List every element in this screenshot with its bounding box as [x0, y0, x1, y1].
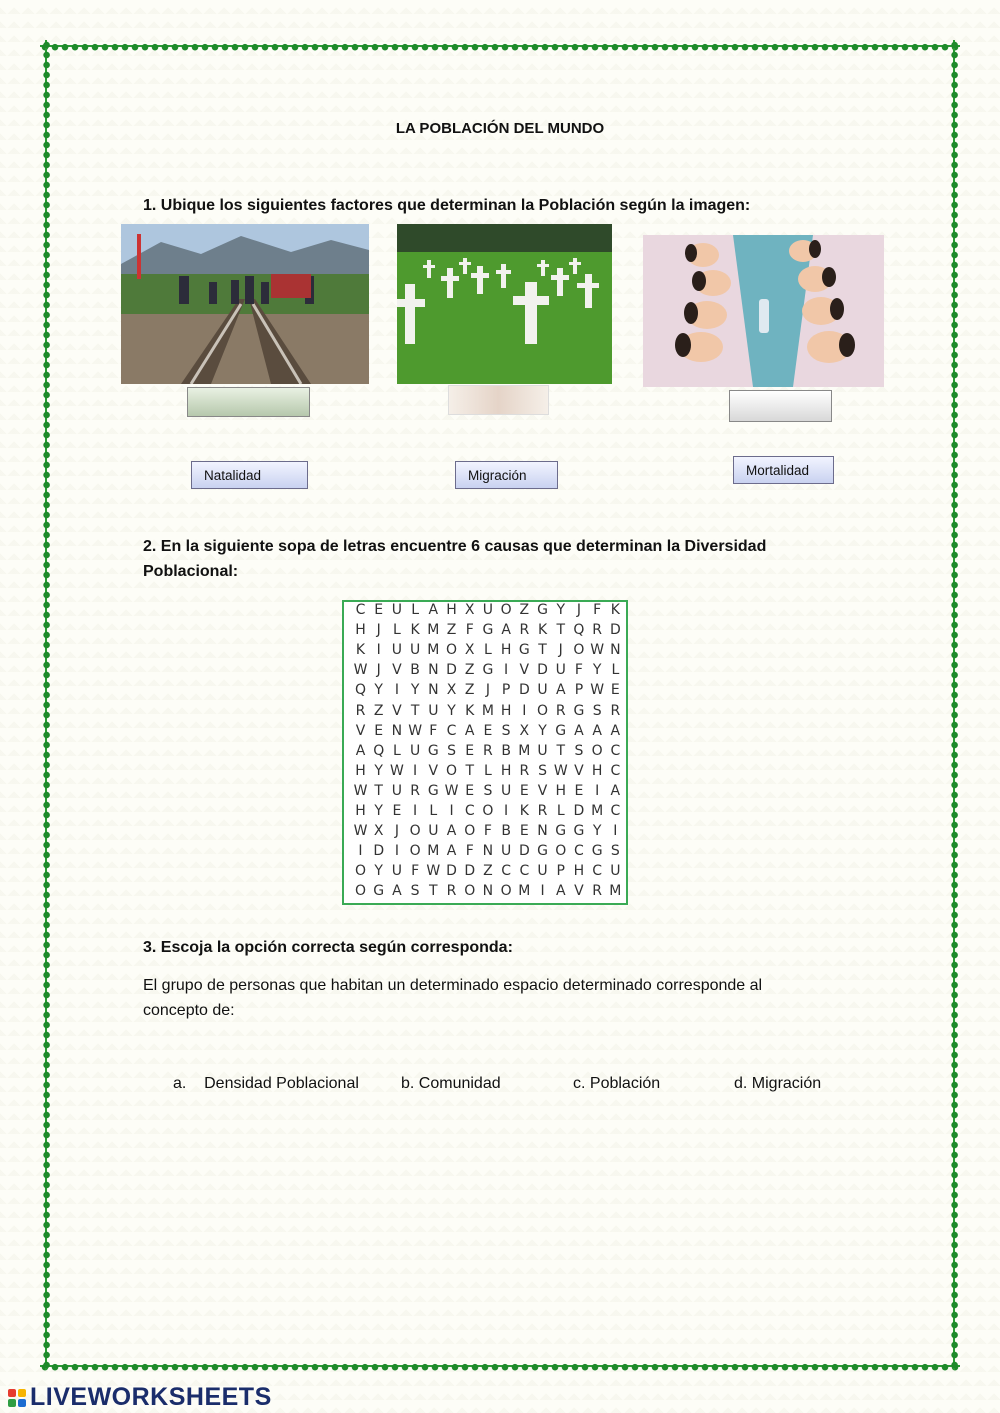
grid-letter[interactable]: H — [573, 863, 585, 880]
grid-row — [352, 763, 624, 783]
grid-letter[interactable]: O — [573, 642, 585, 659]
grid-letter[interactable]: K — [410, 622, 420, 639]
grid-letter[interactable]: V — [428, 762, 439, 779]
grid-letter[interactable]: T — [410, 702, 420, 719]
grid-letter[interactable]: A — [446, 843, 457, 860]
grid-letter[interactable]: H — [500, 762, 512, 779]
grid-letter[interactable]: C — [610, 803, 621, 819]
grid-letter[interactable]: S — [574, 742, 584, 759]
grid-letter[interactable]: V — [355, 722, 366, 739]
grid-letter[interactable]: F — [429, 722, 438, 739]
grid-letter[interactable]: N — [610, 642, 621, 659]
grid-letter[interactable]: L — [411, 602, 420, 618]
grid-letter[interactable]: G — [537, 843, 548, 860]
grid-letter[interactable]: K — [355, 642, 366, 659]
grid-letter[interactable]: O — [446, 642, 458, 659]
answer-box-2[interactable] — [448, 385, 549, 415]
grid-letter[interactable]: U — [482, 602, 494, 618]
grid-letter[interactable]: Q — [373, 742, 385, 759]
grid-letter[interactable]: H — [500, 702, 512, 719]
grid-letter[interactable]: G — [591, 843, 603, 860]
grid-letter[interactable]: E — [465, 782, 475, 799]
choice-d[interactable]: d. Migración — [734, 1075, 822, 1092]
grid-letter[interactable]: N — [537, 823, 548, 840]
newborn-babies-image — [643, 235, 884, 387]
grid-letter[interactable]: N — [428, 662, 439, 679]
grid-letter[interactable]: A — [574, 722, 584, 739]
grid-letter[interactable]: V — [574, 762, 584, 779]
grid-letter[interactable]: A — [555, 682, 566, 699]
question-2-line-2: Poblacional: — [143, 563, 239, 580]
grid-letter[interactable]: L — [393, 622, 401, 639]
page-title: LA POBLACIÓN DEL MUNDO — [395, 120, 605, 137]
grid-letter[interactable]: R — [592, 883, 602, 900]
grid-letter[interactable]: R — [537, 803, 548, 819]
grid-letter[interactable]: H — [500, 642, 512, 659]
logo-text: LIVEWORKSHEETS — [30, 1383, 272, 1411]
grid-letter[interactable]: O — [464, 883, 476, 900]
grid-letter[interactable]: T — [556, 622, 566, 639]
grid-letter[interactable]: G — [573, 702, 585, 719]
migrants-railway-image — [121, 224, 369, 384]
grid-letter[interactable]: I — [449, 803, 454, 819]
grid-letter[interactable]: O — [482, 803, 494, 819]
grid-letter[interactable]: H — [555, 782, 566, 799]
question-3-text-line-1: El grupo de personas que habitan un determinado espacio determinado corresponde al — [143, 977, 763, 994]
grid-letter[interactable]: W — [353, 823, 368, 840]
grid-letter[interactable]: L — [429, 803, 438, 819]
answer-box-3[interactable] — [729, 390, 832, 422]
grid-letter[interactable]: L — [556, 803, 565, 819]
grid-letter[interactable]: M — [481, 702, 494, 719]
grid-letter[interactable]: S — [538, 762, 547, 779]
grid-letter[interactable]: E — [574, 782, 584, 799]
grid-letter[interactable]: G — [537, 602, 548, 618]
grid-letter[interactable]: D — [573, 803, 585, 819]
grid-letter[interactable]: R — [519, 762, 530, 779]
grid-row — [352, 743, 624, 763]
grid-letter[interactable]: E — [392, 803, 402, 819]
grid-letter[interactable]: A — [446, 823, 457, 840]
cemetery-crosses-image — [397, 224, 612, 384]
grid-letter[interactable]: W — [389, 762, 404, 779]
grid-letter[interactable]: I — [413, 803, 418, 819]
grid-letter[interactable]: C — [519, 863, 530, 880]
grid-letter[interactable]: J — [558, 642, 563, 659]
grid-letter[interactable]: Q — [573, 622, 585, 639]
border-top — [40, 40, 960, 52]
grid-letter[interactable]: C — [446, 722, 457, 739]
grid-letter[interactable]: G — [555, 823, 567, 840]
grid-letter[interactable]: H — [591, 762, 603, 779]
grid-letter[interactable]: F — [483, 823, 492, 840]
grid-letter[interactable]: R — [410, 782, 420, 799]
grid-letter[interactable]: U — [391, 642, 403, 659]
grid-letter[interactable]: Y — [374, 863, 383, 880]
grid-letter[interactable]: P — [556, 863, 565, 880]
grid-letter[interactable]: Y — [538, 722, 547, 739]
grid-letter[interactable]: Y — [556, 602, 566, 618]
border-right — [948, 40, 960, 1370]
grid-letter[interactable]: M — [427, 642, 440, 659]
grid-letter[interactable]: N — [482, 843, 494, 860]
grid-letter[interactable]: E — [465, 742, 475, 759]
logo-icon — [8, 1389, 26, 1407]
grid-letter[interactable]: C — [501, 863, 512, 880]
grid-letter[interactable]: I — [504, 662, 509, 679]
grid-letter[interactable]: M — [518, 742, 531, 759]
grid-letter[interactable]: G — [555, 722, 567, 739]
grid-letter[interactable]: K — [519, 803, 529, 819]
grid-letter[interactable]: G — [573, 823, 585, 840]
grid-letter[interactable]: O — [537, 702, 549, 719]
grid-letter[interactable]: S — [501, 722, 511, 739]
grid-letter[interactable]: H — [355, 762, 366, 779]
grid-letter[interactable]: N — [428, 682, 439, 699]
grid-letter[interactable]: G — [518, 642, 530, 659]
grid-letter[interactable]: B — [501, 823, 511, 840]
grid-row — [352, 883, 624, 903]
choice-b[interactable]: b. Comunidad — [401, 1075, 501, 1092]
grid-letter[interactable]: E — [519, 782, 529, 799]
grid-letter[interactable]: E — [483, 722, 493, 739]
grid-letter[interactable]: F — [465, 622, 474, 639]
grid-letter[interactable]: C — [574, 843, 584, 860]
grid-letter[interactable]: P — [501, 682, 511, 699]
grid-row — [352, 863, 624, 883]
grid-row — [352, 622, 624, 642]
grid-letter[interactable]: A — [428, 602, 439, 618]
grid-letter[interactable]: U — [537, 742, 548, 759]
grid-letter[interactable]: W — [590, 682, 605, 699]
grid-letter[interactable]: R — [446, 883, 457, 900]
grid-letter[interactable]: O — [555, 843, 567, 860]
grid-letter[interactable]: Z — [446, 622, 457, 639]
grid-letter[interactable]: O — [354, 883, 367, 900]
grid-letter[interactable]: T — [374, 782, 383, 799]
grid-letter[interactable]: H — [446, 602, 457, 618]
grid-letter[interactable]: S — [610, 843, 620, 860]
grid-letter[interactable]: G — [427, 742, 439, 759]
grid-letter[interactable]: P — [574, 682, 584, 699]
grid-row — [352, 783, 624, 803]
grid-letter[interactable]: J — [576, 602, 581, 618]
grid-letter[interactable]: I — [358, 843, 363, 860]
grid-letter[interactable]: R — [519, 622, 530, 639]
grid-letter[interactable]: U — [537, 682, 548, 699]
grid-letter[interactable]: M — [427, 622, 440, 639]
grid-letter[interactable]: O — [500, 883, 512, 900]
grid-letter[interactable]: X — [519, 722, 530, 739]
liveworksheets-logo — [8, 1383, 272, 1412]
grid-letter[interactable]: G — [482, 622, 494, 639]
grid-letter[interactable]: R — [592, 622, 602, 639]
grid-letter[interactable]: H — [355, 622, 366, 639]
grid-letter[interactable]: C — [610, 762, 621, 779]
grid-letter[interactable]: V — [392, 662, 402, 679]
grid-letter[interactable]: I — [376, 642, 381, 659]
choice-c[interactable]: c. Población — [573, 1075, 661, 1092]
grid-letter[interactable]: L — [484, 642, 492, 659]
grid-letter[interactable]: Y — [374, 682, 383, 699]
grid-letter[interactable]: L — [611, 662, 620, 679]
choice-a[interactable]: a. Densidad Poblacional — [173, 1075, 359, 1092]
border-bottom — [40, 1360, 960, 1372]
grid-letter[interactable]: A — [592, 722, 602, 739]
grid-letter[interactable]: Z — [483, 863, 493, 880]
grid-letter[interactable]: W — [408, 722, 423, 739]
grid-letter[interactable]: W — [353, 782, 368, 799]
grid-letter[interactable]: Y — [592, 823, 602, 840]
grid-row — [352, 723, 624, 743]
grid-letter[interactable]: U — [391, 782, 403, 799]
grid-letter[interactable]: U — [409, 642, 421, 659]
grid-letter[interactable]: I — [595, 782, 600, 799]
grid-letter[interactable]: Z — [464, 682, 475, 699]
grid-letter[interactable]: N — [482, 883, 494, 900]
grid-letter[interactable]: O — [354, 863, 367, 880]
grid-letter[interactable]: D — [518, 682, 530, 699]
grid-letter[interactable]: D — [446, 863, 457, 880]
answer-box-1[interactable] — [187, 387, 310, 417]
grid-letter[interactable]: N — [391, 722, 403, 739]
grid-letter[interactable]: Y — [592, 662, 602, 679]
grid-letter[interactable]: V — [519, 662, 530, 679]
grid-letter[interactable]: Q — [354, 682, 367, 699]
grid-letter[interactable]: C — [610, 742, 621, 759]
grid-letter[interactable]: J — [376, 662, 381, 679]
grid-letter[interactable]: K — [537, 622, 548, 639]
grid-letter[interactable]: W — [590, 642, 605, 659]
grid-letter[interactable]: R — [610, 702, 621, 719]
grid-letter[interactable]: R — [355, 702, 366, 719]
grid-letter[interactable]: V — [537, 782, 548, 799]
grid-letter[interactable]: X — [464, 602, 475, 618]
grid-letter[interactable]: T — [429, 883, 438, 900]
grid-letter[interactable]: O — [464, 823, 476, 840]
grid-letter[interactable]: E — [374, 722, 384, 739]
question-2-line-1: 2. En la siguiente sopa de letras encuentre 6 causas que determinan la Diversidad — [143, 538, 767, 555]
grid-letter[interactable]: V — [392, 702, 402, 719]
grid-letter[interactable]: D — [518, 843, 530, 860]
grid-row — [352, 843, 624, 863]
grid-letter[interactable]: W — [553, 762, 568, 779]
border-left — [40, 40, 52, 1370]
grid-letter[interactable]: J — [376, 622, 381, 639]
grid-letter[interactable]: R — [555, 702, 566, 719]
grid-letter[interactable]: M — [609, 883, 622, 900]
question-3-heading: 3. Escoja la opción correcta según corresponda: — [143, 939, 513, 956]
grid-letter[interactable]: U — [409, 742, 421, 759]
grid-letter[interactable]: K — [465, 702, 475, 719]
grid-letter[interactable]: F — [465, 843, 474, 860]
grid-letter[interactable]: I — [394, 682, 399, 699]
grid-row — [352, 703, 624, 723]
grid-letter[interactable]: B — [410, 662, 420, 679]
grid-letter[interactable]: Z — [464, 662, 475, 679]
grid-letter[interactable]: M — [427, 843, 440, 860]
grid-letter[interactable]: S — [447, 742, 456, 759]
grid-letter[interactable]: E — [519, 823, 529, 840]
grid-letter[interactable]: E — [610, 682, 620, 699]
grid-letter[interactable]: I — [522, 702, 527, 719]
option-mortalidad[interactable]: Mortalidad — [733, 456, 834, 484]
grid-letter[interactable]: U — [428, 702, 439, 719]
grid-letter[interactable]: O — [500, 602, 512, 618]
grid-letter[interactable]: Y — [374, 803, 383, 819]
grid-letter[interactable]: S — [483, 782, 493, 799]
grid-letter[interactable]: A — [501, 622, 511, 639]
grid-letter[interactable]: D — [464, 863, 476, 880]
grid-letter[interactable]: A — [555, 883, 566, 900]
grid-letter[interactable]: A — [610, 782, 621, 799]
grid-letter[interactable]: T — [556, 742, 566, 759]
grid-letter[interactable]: D — [609, 622, 621, 639]
grid-letter[interactable]: U — [610, 863, 621, 880]
grid-letter[interactable]: U — [537, 863, 548, 880]
grid-row — [352, 682, 624, 702]
grid-letter[interactable]: Y — [447, 702, 456, 719]
grid-letter[interactable]: S — [410, 883, 420, 900]
grid-letter[interactable]: G — [427, 782, 439, 799]
grid-letter[interactable]: X — [464, 642, 475, 659]
grid-letter[interactable]: X — [373, 823, 384, 840]
grid-letter[interactable]: F — [574, 662, 583, 679]
grid-letter[interactable]: U — [501, 782, 512, 799]
grid-letter[interactable]: S — [592, 702, 602, 719]
grid-letter[interactable]: X — [446, 682, 457, 699]
grid-letter[interactable]: T — [538, 642, 547, 659]
grid-letter[interactable]: O — [409, 843, 421, 860]
grid-letter[interactable]: I — [504, 803, 509, 819]
grid-letter[interactable]: W — [426, 863, 441, 880]
grid-letter[interactable]: G — [373, 883, 385, 900]
grid-row — [352, 602, 624, 622]
grid-letter[interactable]: A — [392, 883, 402, 900]
grid-row — [352, 662, 624, 682]
grid-letter[interactable]: M — [518, 883, 531, 900]
grid-letter[interactable]: U — [428, 823, 439, 840]
grid-letter[interactable]: C — [592, 863, 603, 880]
option-natalidad[interactable]: Natalidad — [191, 461, 308, 489]
grid-letter[interactable]: O — [446, 762, 458, 779]
grid-letter[interactable]: I — [394, 843, 399, 860]
grid-letter[interactable]: V — [574, 883, 584, 900]
grid-letter[interactable]: G — [482, 662, 494, 679]
grid-row — [352, 642, 624, 662]
grid-letter[interactable]: D — [537, 662, 548, 679]
grid-letter[interactable]: Z — [373, 702, 384, 719]
grid-letter[interactable]: F — [411, 863, 420, 880]
grid-letter[interactable]: D — [446, 662, 457, 679]
option-migracion[interactable]: Migración — [455, 461, 558, 489]
grid-letter[interactable]: W — [353, 662, 368, 679]
grid-letter[interactable]: K — [610, 602, 620, 618]
word-search-grid[interactable] — [342, 600, 628, 905]
grid-letter[interactable]: L — [484, 762, 492, 779]
grid-letter[interactable]: Z — [519, 602, 530, 618]
grid-letter[interactable]: E — [374, 602, 384, 618]
grid-letter[interactable]: A — [610, 722, 621, 739]
grid-letter[interactable]: U — [391, 863, 403, 880]
grid-letter[interactable]: H — [355, 803, 366, 819]
grid-letter[interactable]: I — [540, 883, 545, 900]
grid-letter[interactable]: D — [373, 843, 385, 860]
grid-letter[interactable]: Y — [374, 762, 383, 779]
grid-letter[interactable]: T — [465, 762, 474, 779]
grid-letter[interactable]: O — [591, 742, 603, 759]
grid-row — [352, 823, 624, 843]
grid-letter[interactable]: C — [355, 602, 366, 618]
grid-letter[interactable]: W — [444, 782, 459, 799]
grid-letter[interactable]: U — [391, 602, 403, 618]
grid-letter[interactable]: J — [394, 823, 399, 840]
question-1-text: 1. Ubique los siguientes factores que determinan la Población según la imagen: — [143, 197, 751, 214]
grid-letter[interactable]: O — [409, 823, 421, 840]
grid-letter[interactable]: U — [501, 843, 512, 860]
grid-letter[interactable]: I — [613, 823, 618, 840]
grid-letter[interactable]: A — [355, 742, 366, 759]
grid-letter[interactable]: L — [393, 742, 401, 759]
grid-letter[interactable]: R — [483, 742, 493, 759]
grid-letter[interactable]: I — [413, 762, 418, 779]
grid-letter[interactable]: U — [555, 662, 566, 679]
grid-letter[interactable]: M — [591, 803, 604, 819]
grid-letter[interactable]: F — [593, 602, 602, 618]
grid-letter[interactable]: Y — [410, 682, 420, 699]
grid-row — [352, 803, 624, 823]
question-3-text-line-2: concepto de: — [143, 1002, 235, 1019]
grid-letter[interactable]: C — [464, 803, 475, 819]
grid-letter[interactable]: J — [485, 682, 490, 699]
grid-letter[interactable]: A — [464, 722, 475, 739]
grid-letter[interactable]: B — [501, 742, 511, 759]
